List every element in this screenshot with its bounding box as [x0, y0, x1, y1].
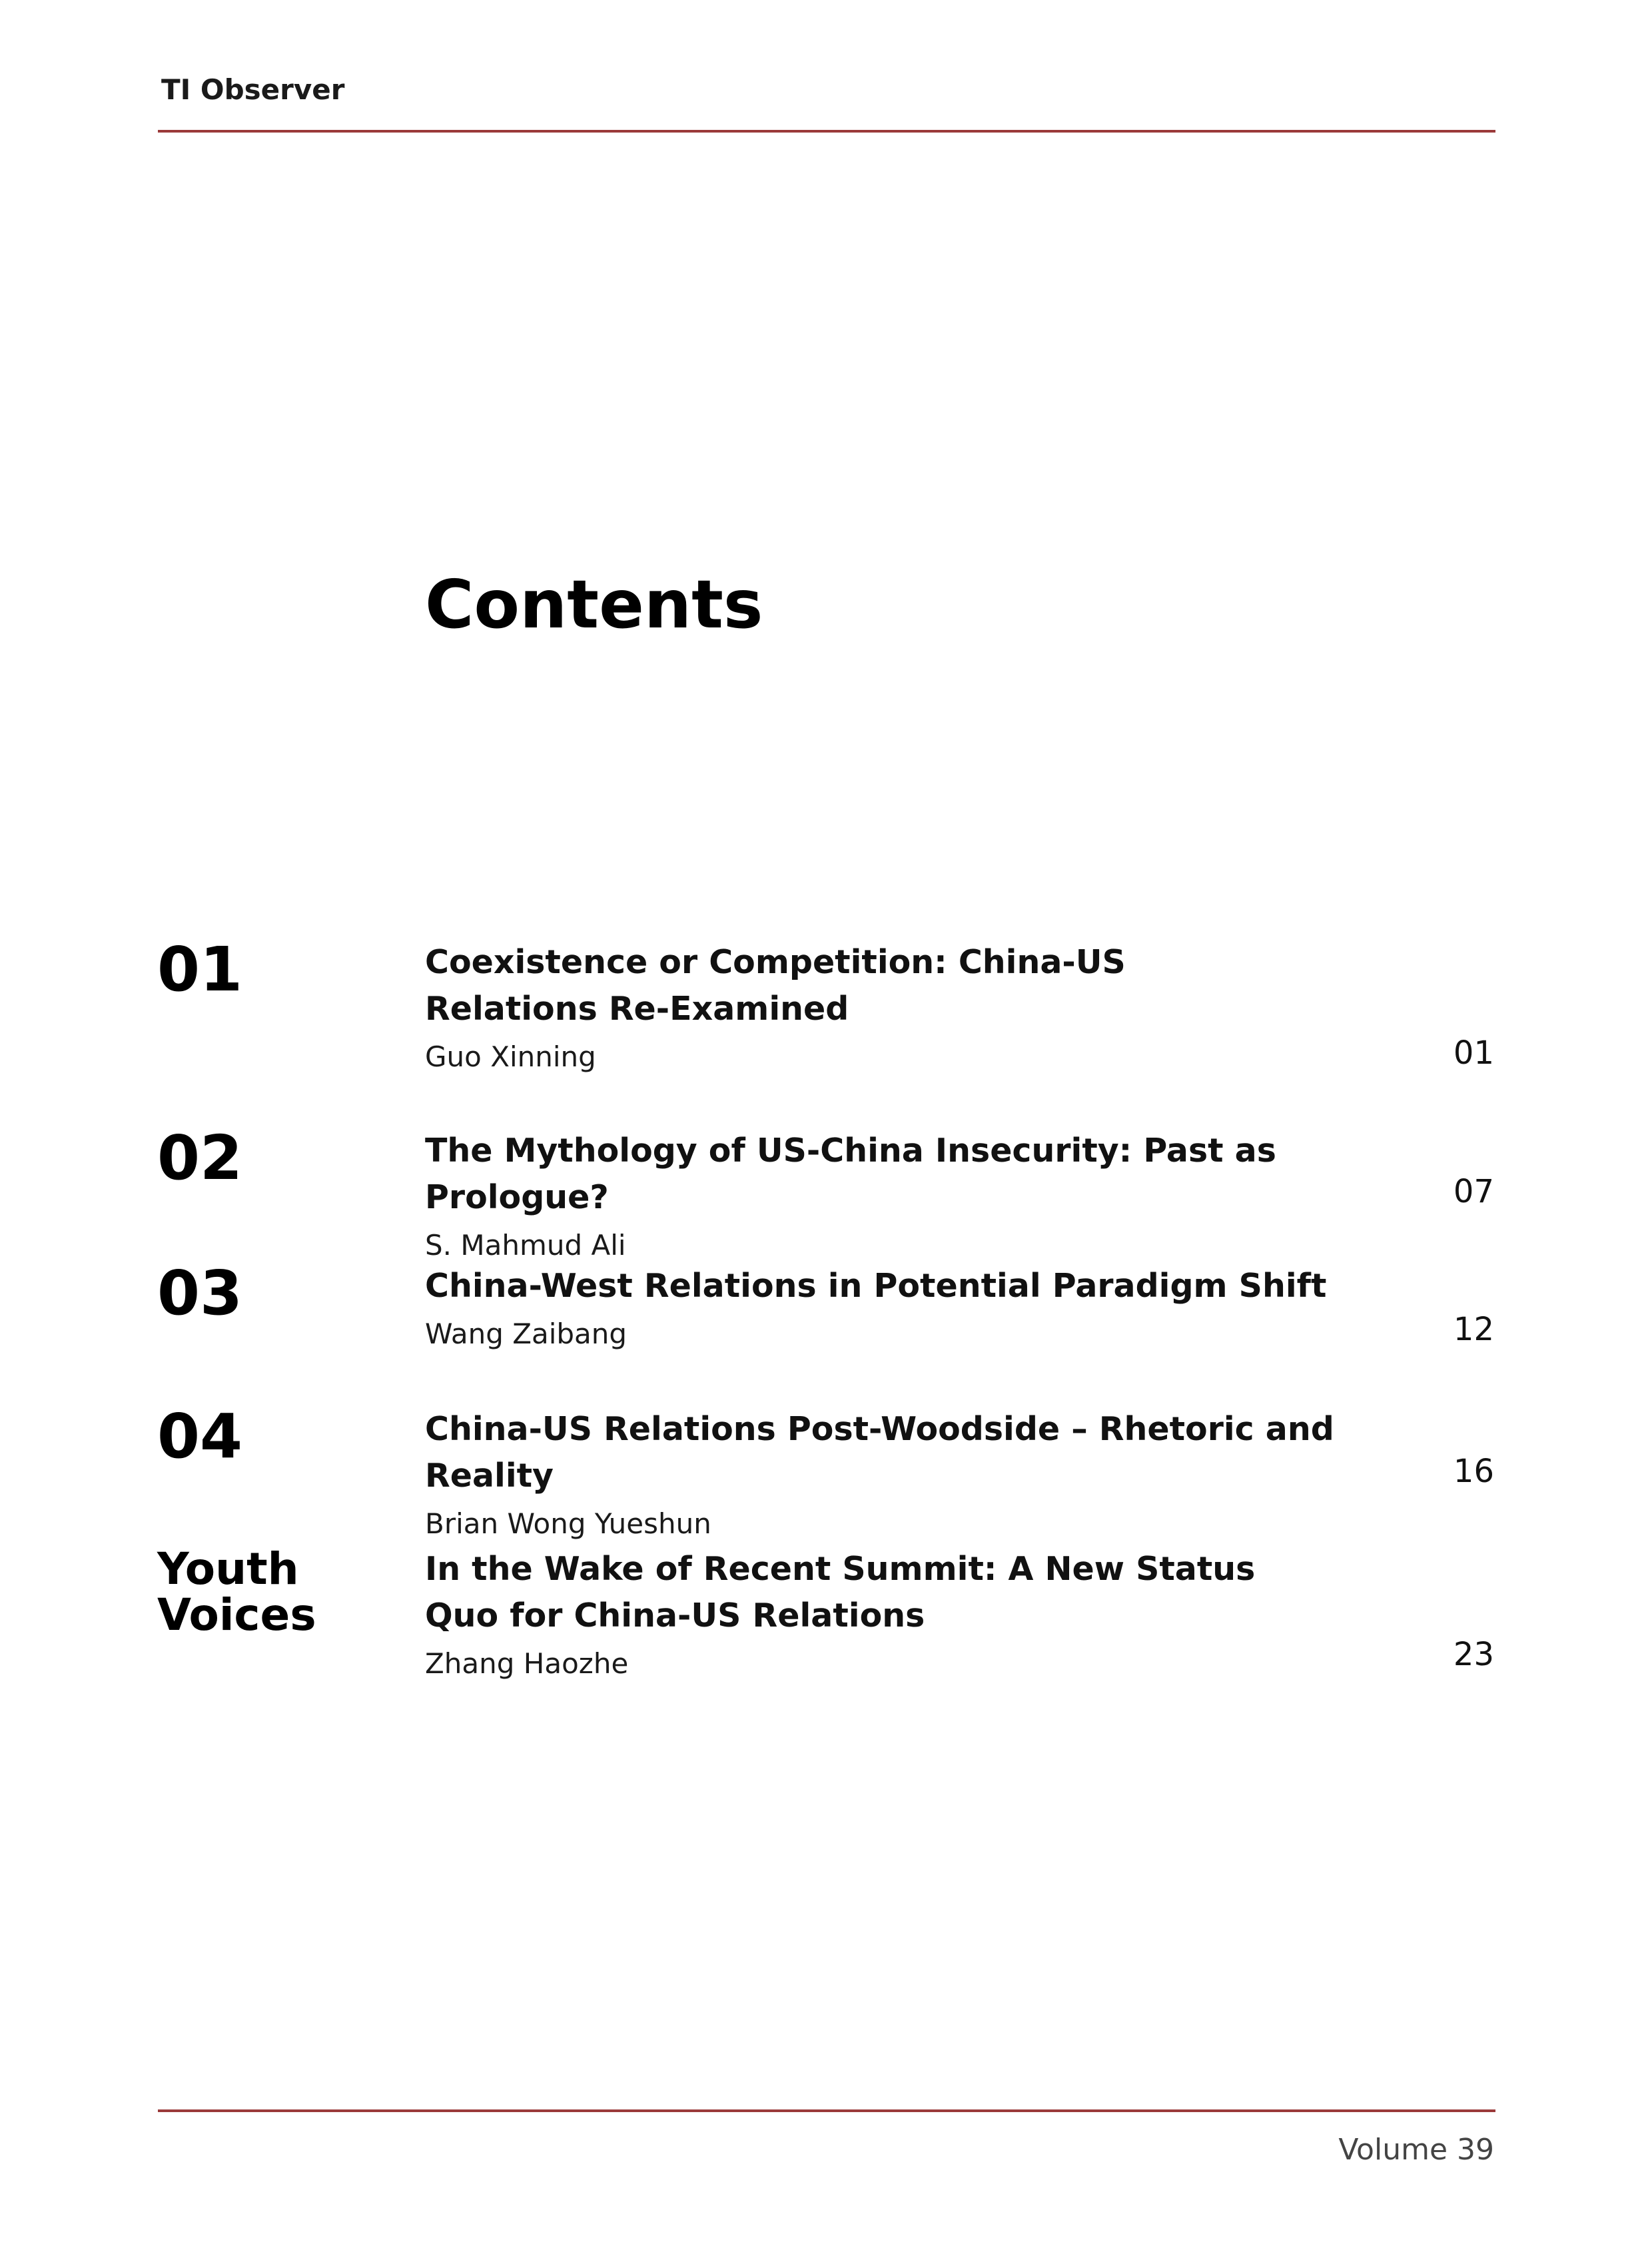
toc-entry-text — [425, 1263, 1371, 1353]
footer-rule — [158, 2109, 1495, 2112]
toc-entry-author: Guo Xinning — [425, 1040, 596, 1073]
footer-volume: Volume 39 — [1338, 2133, 1494, 2167]
toc-entry-text — [425, 1406, 1371, 1543]
toc-entry-author: Zhang Haozhe — [425, 1647, 629, 1680]
toc-entry-author: Wang Zaibang — [425, 1317, 627, 1350]
toc-entry-author: S. Mahmud Ali — [425, 1229, 626, 1262]
toc-entry-page[interactable]: 23 — [1453, 1636, 1494, 1673]
toc-entry-text — [425, 939, 1371, 1076]
toc-entry-title[interactable]: China-West Relations in Potential Paradigm Shift — [425, 1267, 1327, 1305]
running-head: TI Observer — [161, 73, 345, 106]
toc-entry-page[interactable]: 07 — [1453, 1173, 1494, 1210]
toc-entry-number: 03 — [157, 1258, 243, 1329]
toc-entry-text — [425, 1546, 1371, 1683]
toc-entry-number: 02 — [157, 1122, 243, 1194]
header-rule — [158, 130, 1495, 133]
toc-entry-number: 01 — [157, 934, 243, 1005]
toc-entry-section-label: Youth Voices — [157, 1543, 316, 1641]
toc-entry-title[interactable]: Coexistence or Competition: China-US Relations Re-Examined — [425, 943, 1126, 1028]
contents-title: Contents — [425, 565, 763, 643]
toc-entry-title[interactable]: China-US Relations Post-Woodside – Rhetoric and Reality — [425, 1410, 1334, 1495]
toc-entry-text — [425, 1128, 1371, 1265]
toc-entry-page[interactable]: 16 — [1453, 1453, 1494, 1490]
toc-entry-page[interactable]: 12 — [1453, 1311, 1494, 1348]
toc-entry-number: 04 — [157, 1401, 243, 1472]
toc-entry-author: Brian Wong Yueshun — [425, 1507, 711, 1540]
toc-entry-title[interactable]: In the Wake of Recent Summit: A New Status Quo for China-US Relations — [425, 1550, 1256, 1635]
toc-entry-page[interactable]: 01 — [1453, 1034, 1494, 1072]
toc-entry-title[interactable]: The Mythology of US-China Insecurity: Past as Prologue? — [425, 1132, 1276, 1216]
